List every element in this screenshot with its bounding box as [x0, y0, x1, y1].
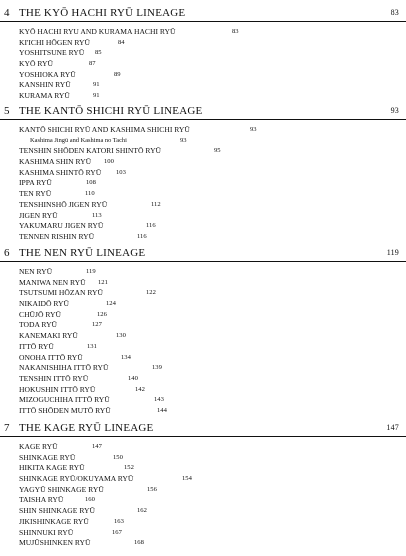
entry-title: TAISHA RYŪ — [19, 495, 64, 505]
entry-title: KANEMAKI RYŪ — [19, 331, 78, 341]
toc-entry — [0, 48, 406, 59]
toc-entry — [0, 320, 406, 331]
toc-entry — [0, 59, 406, 70]
entry-page-number: 152 — [124, 464, 134, 472]
entry-page-number: 89 — [114, 70, 121, 78]
entry-page-number: 156 — [147, 485, 157, 493]
toc-entry — [0, 288, 406, 299]
chapter-entries — [0, 442, 406, 549]
toc-entry — [0, 528, 406, 539]
toc-entry — [0, 267, 406, 278]
chapter-7 — [0, 420, 406, 549]
entry-title: Kashima Jingū and Kashima no Tachi — [30, 136, 127, 144]
entry-page-number: 103 — [116, 168, 126, 176]
entry-title: MANIWA NEN RYŪ — [19, 277, 86, 287]
entry-page-number: 162 — [137, 507, 147, 515]
entry-page-number: 95 — [214, 147, 221, 155]
toc-entry — [0, 125, 406, 136]
entry-title: YOSHIOKA RYŪ — [19, 69, 76, 79]
chapter-5 — [0, 103, 406, 243]
entry-page-number: 85 — [95, 49, 102, 57]
toc-entry — [0, 146, 406, 157]
entry-title: SHINKAGE RYŪ/OKUYAMA RYŪ — [19, 474, 134, 484]
entry-page-number: 142 — [135, 385, 145, 393]
entry-title: KANTŌ SHICHI RYŪ AND KASHIMA SHICHI RYŪ — [19, 125, 190, 134]
chapter-page-number: 93 — [390, 106, 399, 115]
toc-entry — [0, 200, 406, 211]
entry-page-number: 130 — [116, 332, 126, 340]
toc-entry — [0, 453, 406, 464]
entry-title: KAGE RYŪ — [19, 442, 58, 451]
entry-page-number: 121 — [98, 278, 108, 286]
entry-page-number: 100 — [104, 158, 114, 166]
entry-title: KANSHIN RYŪ — [19, 80, 71, 90]
entry-page-number: 119 — [86, 268, 96, 275]
entry-page-number: 143 — [154, 396, 164, 404]
entry-page-number: 122 — [146, 289, 156, 297]
entry-page-number: 112 — [151, 200, 161, 208]
toc-entry — [0, 211, 406, 222]
entry-title: JIKISHINKAGE RYŪ — [19, 516, 89, 526]
chapter-4 — [0, 5, 406, 102]
chapter-header — [0, 245, 406, 262]
chapter-header — [0, 420, 406, 437]
entry-page-number: 113 — [92, 211, 102, 219]
toc-entry — [0, 310, 406, 321]
entry-title: KASHIMA SHINTŌ RYŪ — [19, 167, 102, 177]
entry-title: NIKAIDŌ RYŪ — [19, 299, 69, 309]
entry-title: YAGYŪ SHINKAGE RYŪ — [19, 484, 104, 494]
toc-entry — [0, 385, 406, 396]
chapter-header — [0, 5, 406, 22]
entry-title: HOKUSHIN ITTŌ RYŪ — [19, 384, 96, 394]
toc-entry — [0, 485, 406, 496]
entry-title: TENNEN RISHIN RYŪ — [19, 231, 95, 241]
entry-title: SHINNUKI RYŪ — [19, 527, 74, 537]
entry-title: NAKANISHIHA ITTŌ RYŪ — [19, 363, 109, 373]
entry-title: HIKITA KAGE RYŪ — [19, 463, 85, 473]
entry-title: KYŌ HACHI RYU AND KURAMA HACHI RYŪ — [19, 27, 176, 36]
entry-title: KURAMA RYŪ — [19, 91, 70, 101]
toc-entry — [0, 363, 406, 374]
chapter-title: THE KANTŌ SHICHI RYŪ LINEAGE — [19, 105, 203, 117]
toc-entry — [0, 374, 406, 385]
chapter-page-number: 119 — [386, 248, 399, 257]
entry-page-number: 134 — [121, 353, 131, 361]
entry-title: JIGEN RYŪ — [19, 210, 58, 220]
entry-title: MIZOGUCHIHA ITTŌ RYŪ — [19, 395, 110, 405]
entry-page-number: 163 — [114, 517, 124, 525]
entry-page-number: 91 — [93, 92, 100, 100]
toc-entry — [0, 168, 406, 179]
entry-title: KYŌ RYŪ — [19, 59, 53, 69]
entry-title: TSUTSUMI HŌZAN RYŪ — [19, 288, 103, 298]
chapter-number: 5 — [4, 105, 10, 117]
entry-page-number: 160 — [85, 496, 95, 504]
entry-page-number: 83 — [232, 28, 239, 35]
entry-title: IPPA RYŪ — [19, 178, 52, 188]
toc-entry — [0, 406, 406, 417]
entry-title: ONOHA ITTŌ RYŪ — [19, 352, 83, 362]
chapter-title: THE KYŌ HACHI RYŪ LINEAGE — [19, 7, 186, 19]
toc-entry — [0, 91, 406, 102]
entry-title: NEN RYŪ — [19, 267, 53, 276]
entry-title: TENSHIN SHŌDEN KATORI SHINTŌ RYŪ — [19, 146, 162, 156]
chapter-entries — [0, 27, 406, 102]
entry-title: TENSHINSHŌ JIGEN RYŪ — [19, 199, 108, 209]
entry-page-number: 91 — [93, 81, 100, 89]
entry-page-number: 110 — [85, 190, 95, 198]
toc-entry — [0, 178, 406, 189]
entry-page-number: 87 — [89, 60, 96, 68]
chapter-page-number: 147 — [386, 423, 399, 432]
chapter-title: THE NEN RYŪ LINEAGE — [19, 247, 146, 259]
entry-title: CHŪJŌ RYŪ — [19, 309, 61, 319]
toc-entry — [0, 342, 406, 353]
chapter-entries — [0, 125, 406, 243]
entry-page-number: 84 — [118, 38, 125, 46]
toc-entry — [0, 463, 406, 474]
entry-page-number: 93 — [250, 126, 257, 133]
entry-title: TEN RYŪ — [19, 189, 52, 199]
toc-entry — [0, 70, 406, 81]
entry-page-number: 150 — [113, 453, 123, 461]
toc-entry — [0, 232, 406, 243]
toc-entry — [0, 221, 406, 232]
entry-page-number: 140 — [128, 374, 138, 382]
entry-page-number: 116 — [146, 222, 156, 230]
chapter-6 — [0, 245, 406, 417]
entry-page-number: 168 — [134, 539, 144, 547]
toc-entry — [0, 278, 406, 289]
entry-page-number: 147 — [92, 443, 102, 450]
toc-entry — [0, 517, 406, 528]
entry-title: ITTŌ RYŪ — [19, 341, 54, 351]
entry-page-number: 116 — [137, 232, 147, 240]
chapter-page-number: 83 — [390, 8, 399, 17]
entry-page-number: 139 — [152, 364, 162, 372]
toc-entry — [0, 27, 406, 38]
toc-entry — [0, 331, 406, 342]
chapter-header — [0, 103, 406, 120]
toc-entry — [0, 157, 406, 168]
entry-title: MUJŪSHINKEN RYŪ — [19, 538, 91, 548]
entry-title: KASHIMA SHIN RYŪ — [19, 157, 92, 167]
toc-entry — [0, 474, 406, 485]
toc-entry — [0, 80, 406, 91]
toc-entry — [0, 299, 406, 310]
entry-page-number: 124 — [106, 300, 116, 308]
chapter-title: THE KAGE RYŪ LINEAGE — [19, 422, 154, 434]
entry-title: SHIN SHINKAGE RYŪ — [19, 506, 95, 516]
entry-title: YOSHITSUNE RYŪ — [19, 48, 85, 58]
entry-title: TENSHIN ITTŌ RYŪ — [19, 373, 89, 383]
entry-page-number: 108 — [86, 179, 96, 187]
toc-entry — [0, 506, 406, 517]
toc-entry — [0, 538, 406, 549]
entry-title: YAKUMARU JIGEN RYŪ — [19, 221, 104, 231]
entry-title: ITTŌ SHŌDEN MUTŌ RYŪ — [19, 405, 111, 415]
toc-entry — [0, 38, 406, 49]
chapter-number: 6 — [4, 247, 10, 259]
entry-page-number: 131 — [87, 342, 97, 350]
toc-entry — [0, 189, 406, 200]
entry-page-number: 126 — [97, 310, 107, 318]
entry-page-number: 167 — [112, 528, 122, 536]
entry-page-number: 127 — [92, 321, 102, 329]
entry-page-number: 93 — [180, 136, 187, 144]
chapter-number: 4 — [4, 7, 10, 19]
entry-title: TODA RYŪ — [19, 320, 58, 330]
toc-entry — [0, 495, 406, 506]
toc-subentry — [0, 136, 406, 147]
entry-title: KI'ICHI HŌGEN RYŪ — [19, 37, 90, 47]
toc-entry — [0, 353, 406, 364]
entry-title: SHINKAGE RYŪ — [19, 452, 76, 462]
entry-page-number: 154 — [182, 475, 192, 483]
entry-page-number: 144 — [157, 406, 167, 414]
toc-entry — [0, 395, 406, 406]
toc-entry — [0, 442, 406, 453]
chapter-number: 7 — [4, 422, 10, 434]
chapter-entries — [0, 267, 406, 417]
